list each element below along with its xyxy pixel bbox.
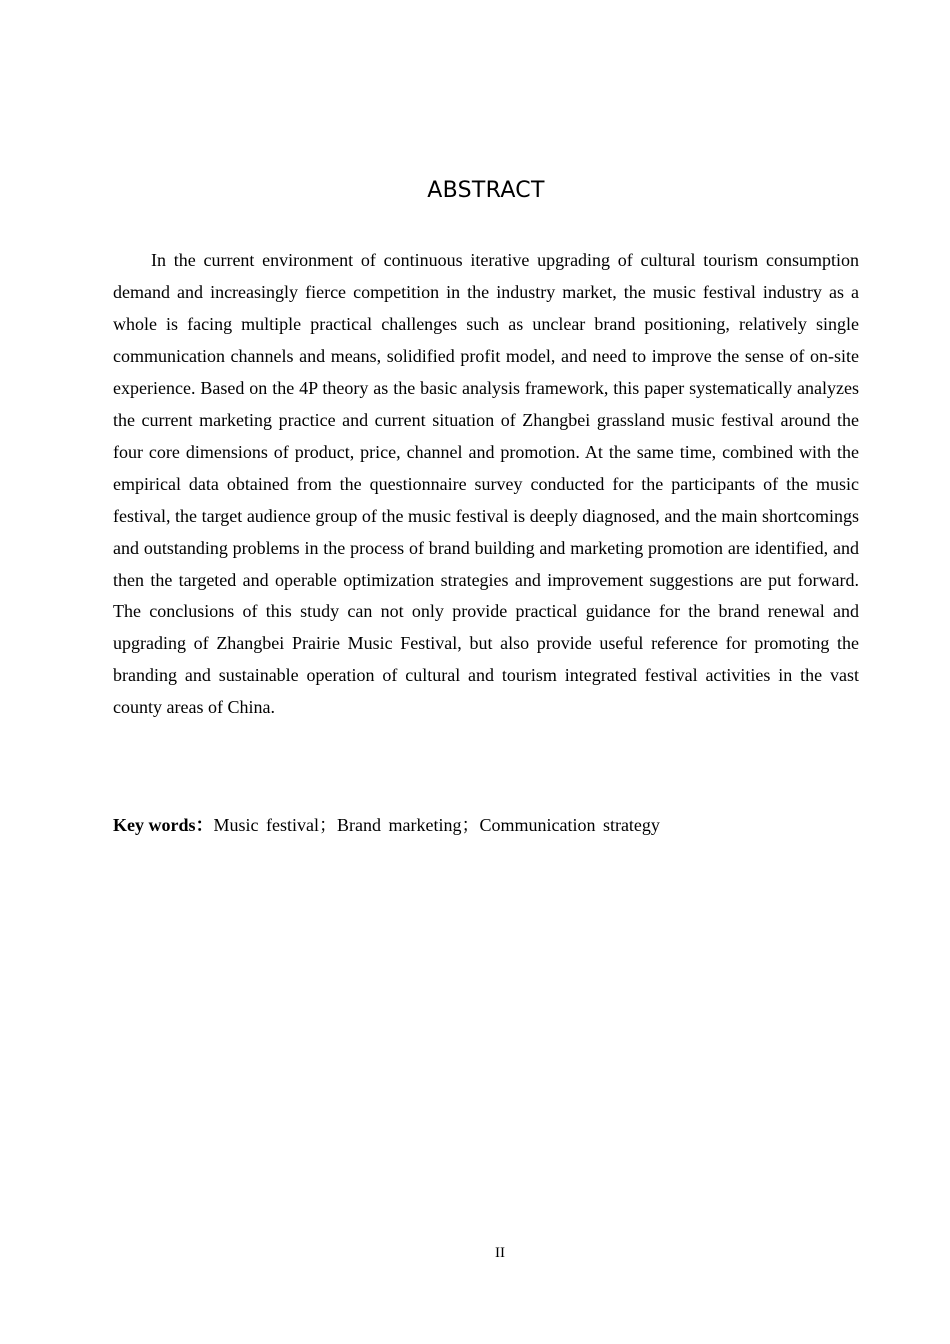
keyword-item: Music festival xyxy=(213,815,319,835)
keyword-separator: ； xyxy=(461,815,480,835)
abstract-paragraph: In the current environment of continuous iterative upgrading of cultural tourism consumption demand and increasingly fierce competition in the industry market, the music festival industry as a whole is facing multiple practical challenges such as unclear brand positioning, relatively single communication channels and means, solidified profit model, and need to improve the sense of on-site experience. Based on the 4P theory as the basic analysis framework, this paper systematically analyzes the current marketing practice and current situation of Zhangbei grassland music festival around the four core dimensions of product, price, channel and promotion. At the same time, combined with the empirical data obtained from the questionnaire survey conducted for the participants of the music festival, the target audience group of the music festival is deeply diagnosed, and the main shortcomings and outstanding problems in the process of brand building and marketing promotion are identified, and then the targeted and operable optimization strategies and improvement suggestions are put forward. The conclusions of this study can not only provide practical guidance for the brand renewal and upgrading of Zhangbei Prairie Music Festival, but also provide useful reference for promoting the branding and sustainable operation of cultural and tourism integrated festival activities in the vast county areas of China. xyxy=(113,250,859,718)
keyword-item: Brand marketing xyxy=(336,815,462,835)
keyword-separator: ； xyxy=(318,815,337,835)
page-number: II xyxy=(495,1245,505,1261)
keywords-label: Key words： xyxy=(113,815,214,835)
keyword-item: Communication strategy xyxy=(479,815,660,835)
keywords-line xyxy=(113,810,859,840)
abstract-title: ABSTRACT xyxy=(427,178,545,203)
